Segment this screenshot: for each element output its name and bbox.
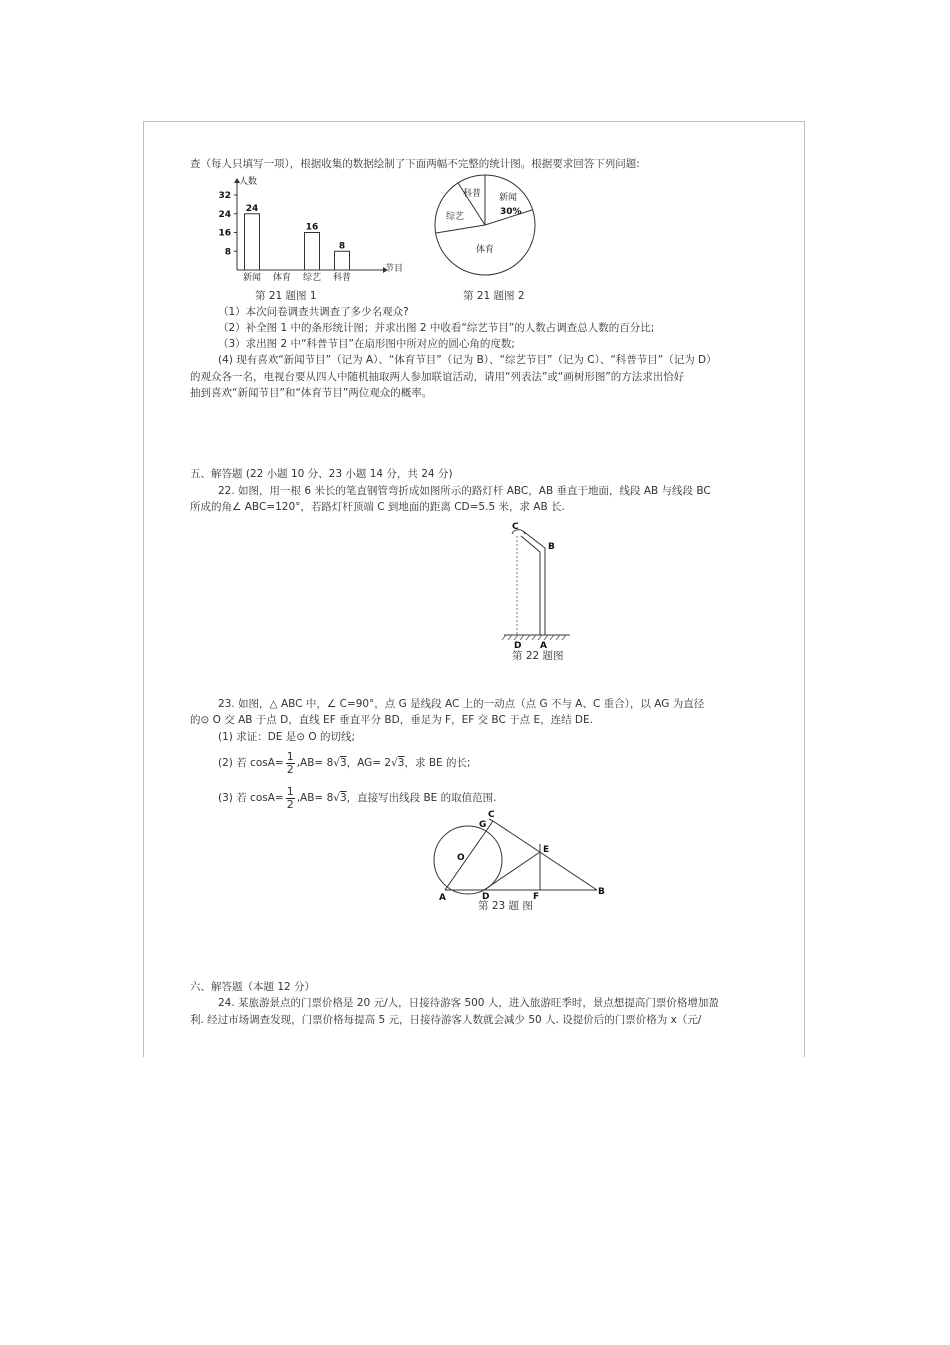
x-category-label: 新闻 [242,273,262,283]
pie-chart-caption: 第 21 题图 2 [463,290,525,302]
q23-part3-suffix: ，直接写出线段 BE 的取值范围. [346,792,497,804]
figure-23-circle-triangle [430,808,615,908]
q21-part4-line3: 抽到喜欢“新闻节目”和“体育节目”两位观众的概率。 [190,387,433,399]
segment-de [484,852,540,890]
segment-cb [493,821,597,890]
q22-line1: 22. 如图，用一根 6 米长的笔直钢管弯折成如图所示的路灯杆 ABC，AB 垂直于地面，线段 AB 与线段 BC [218,485,711,497]
q23-part3-prefix: (3) 若 cosA= [218,792,284,804]
point-b-label: B [598,887,605,897]
sqrt-radicand: 3 [339,792,347,804]
y-tick-label: 16 [218,228,231,239]
fraction-denominator: 2 [286,797,294,811]
q23-part2-mid2: ，AG= 2 [346,757,392,769]
section6-header: 六、解答题（本题 12 分） [190,981,316,993]
x-category-label: 体育 [272,273,292,283]
point-c-label: C [512,522,519,532]
pole-arm-bc [523,531,545,548]
q24-line1: 24. 某旅游景点的门票价格是 20 元/人，日接待游客 500 人，进入旅游旺季时，景点想提高门票价格增加盈 [218,997,719,1009]
bar [245,214,260,270]
point-d-label: D [482,892,490,902]
y-tick-label: 32 [218,191,231,201]
x-category-label: 科普 [332,273,352,283]
q21-intro-text: 查（每人只填写一项），根据收集的数据绘制了下面两幅不完整的统计图。根据要求回答下列问题: [190,158,640,170]
figure-22-street-lamp [500,520,580,665]
pie-chart [430,170,540,282]
bar-chart-caption: 第 21 题图 1 [255,290,317,302]
q23-part3-mid: ,AB= 8 [296,792,334,804]
bar-chart [205,175,410,285]
point-a-label: A [439,893,446,903]
fraction-one-half [286,786,295,811]
sqrt-icon: √ [333,792,340,804]
segment-ag [445,821,493,890]
point-g-label: G [479,820,487,830]
pie-slice-label: 综艺 [446,212,465,222]
q23-part2-prefix: (2) 若 cosA= [218,757,284,769]
point-o-label: O [457,853,465,863]
q23-line1: 23. 如图，△ ABC 中，∠ C=90°，点 G 是线段 AC 上的一动点（点 G 不与 A、C 重合），以 AG 为直径 [218,698,705,710]
y-tick-label: 8 [224,247,231,258]
sqrt-radicand: 3 [339,757,347,769]
pie-slice-label: 科普 [463,189,482,199]
q21-part2: （2）补全图 1 中的条形统计图；并求出图 2 中收看“综艺节目”的人数占调查总人数的百分比; [218,322,655,334]
point-c-label: C [488,810,495,820]
q21-part4-line1: (4) 现有喜欢“新闻节目”（记为 A）、“体育节目”（记为 B）、“综艺节目”（记为 C）、“科普节目”（记为 D） [218,354,717,366]
bar-data-label: 24 [245,203,259,214]
ground-hatching [502,635,566,640]
section5-header: 五、解答题 (22 小题 10 分、23 小题 14 分，共 24 分) [190,468,453,480]
fraction-numerator: 1 [286,784,294,798]
y-tick-label: 24 [218,209,231,220]
sqrt-icon: √ [391,757,398,769]
q21-part1: （1）本次问卷调查共调查了多少名观众? [218,306,409,318]
pie-slice-label: 体育 [476,245,495,255]
point-d-label: D [514,641,522,651]
q24-line2: 利. 经过市场调查发现，门票价格每提高 5 元，日接待游客人数就会减少 50 人. 设提价后的门票价格为 x（元/ [190,1014,702,1026]
bar [305,233,320,271]
fraction-denominator: 2 [286,762,294,776]
sqrt-radicand: 3 [397,757,405,769]
q23-part2-mid: ,AB= 8 [296,757,334,769]
bar-data-label: 8 [338,241,346,252]
q23-part2 [218,750,471,776]
point-f-label: F [533,892,540,902]
point-e-label: E [543,845,550,855]
pie-slice-value: 30% [500,207,522,217]
q23-part1: (1) 求证：DE 是⊙ O 的切线; [218,731,356,743]
pole-arm-bc [521,536,540,552]
bar-data-label: 16 [305,222,319,233]
fraction-one-half [286,751,295,776]
x-category-label: 综艺 [302,273,322,283]
q22-line2: 所成的角∠ ABC=120°，若路灯杆顶端 C 到地面的距离 CD=5.5 米，求 AB 长. [190,501,565,513]
bar [335,251,350,270]
sqrt-icon: √ [333,757,340,769]
y-axis-label: 人数 [239,177,258,187]
pie-slice-label: 新闻 [499,193,518,203]
q23-line2: 的⊙ O 交 AB 于点 D，直线 EF 垂直平分 BD，垂足为 F，EF 交 BC 于点 E，连结 DE. [190,714,593,726]
point-b-label: B [548,542,555,552]
circle-o [434,826,502,894]
q21-part3: （3）求出图 2 中“科普节目”在扇形图中所对应的圆心角的度数; [218,338,515,350]
q23-part2-suffix: ，求 BE 的长; [404,757,471,769]
figure-23-caption: 第 23 题 图 [478,900,533,912]
figure-22-caption: 第 22 题图 [512,650,564,662]
point-a-label: A [540,641,547,651]
fraction-numerator: 1 [286,749,294,763]
x-axis-label: 节目 [385,264,404,274]
q21-part4-line2: 的观众各一名，电视台要从四人中随机抽取两人参加联谊活动，请用“列表法”或“画树形图”的方法求出恰好 [190,371,685,383]
